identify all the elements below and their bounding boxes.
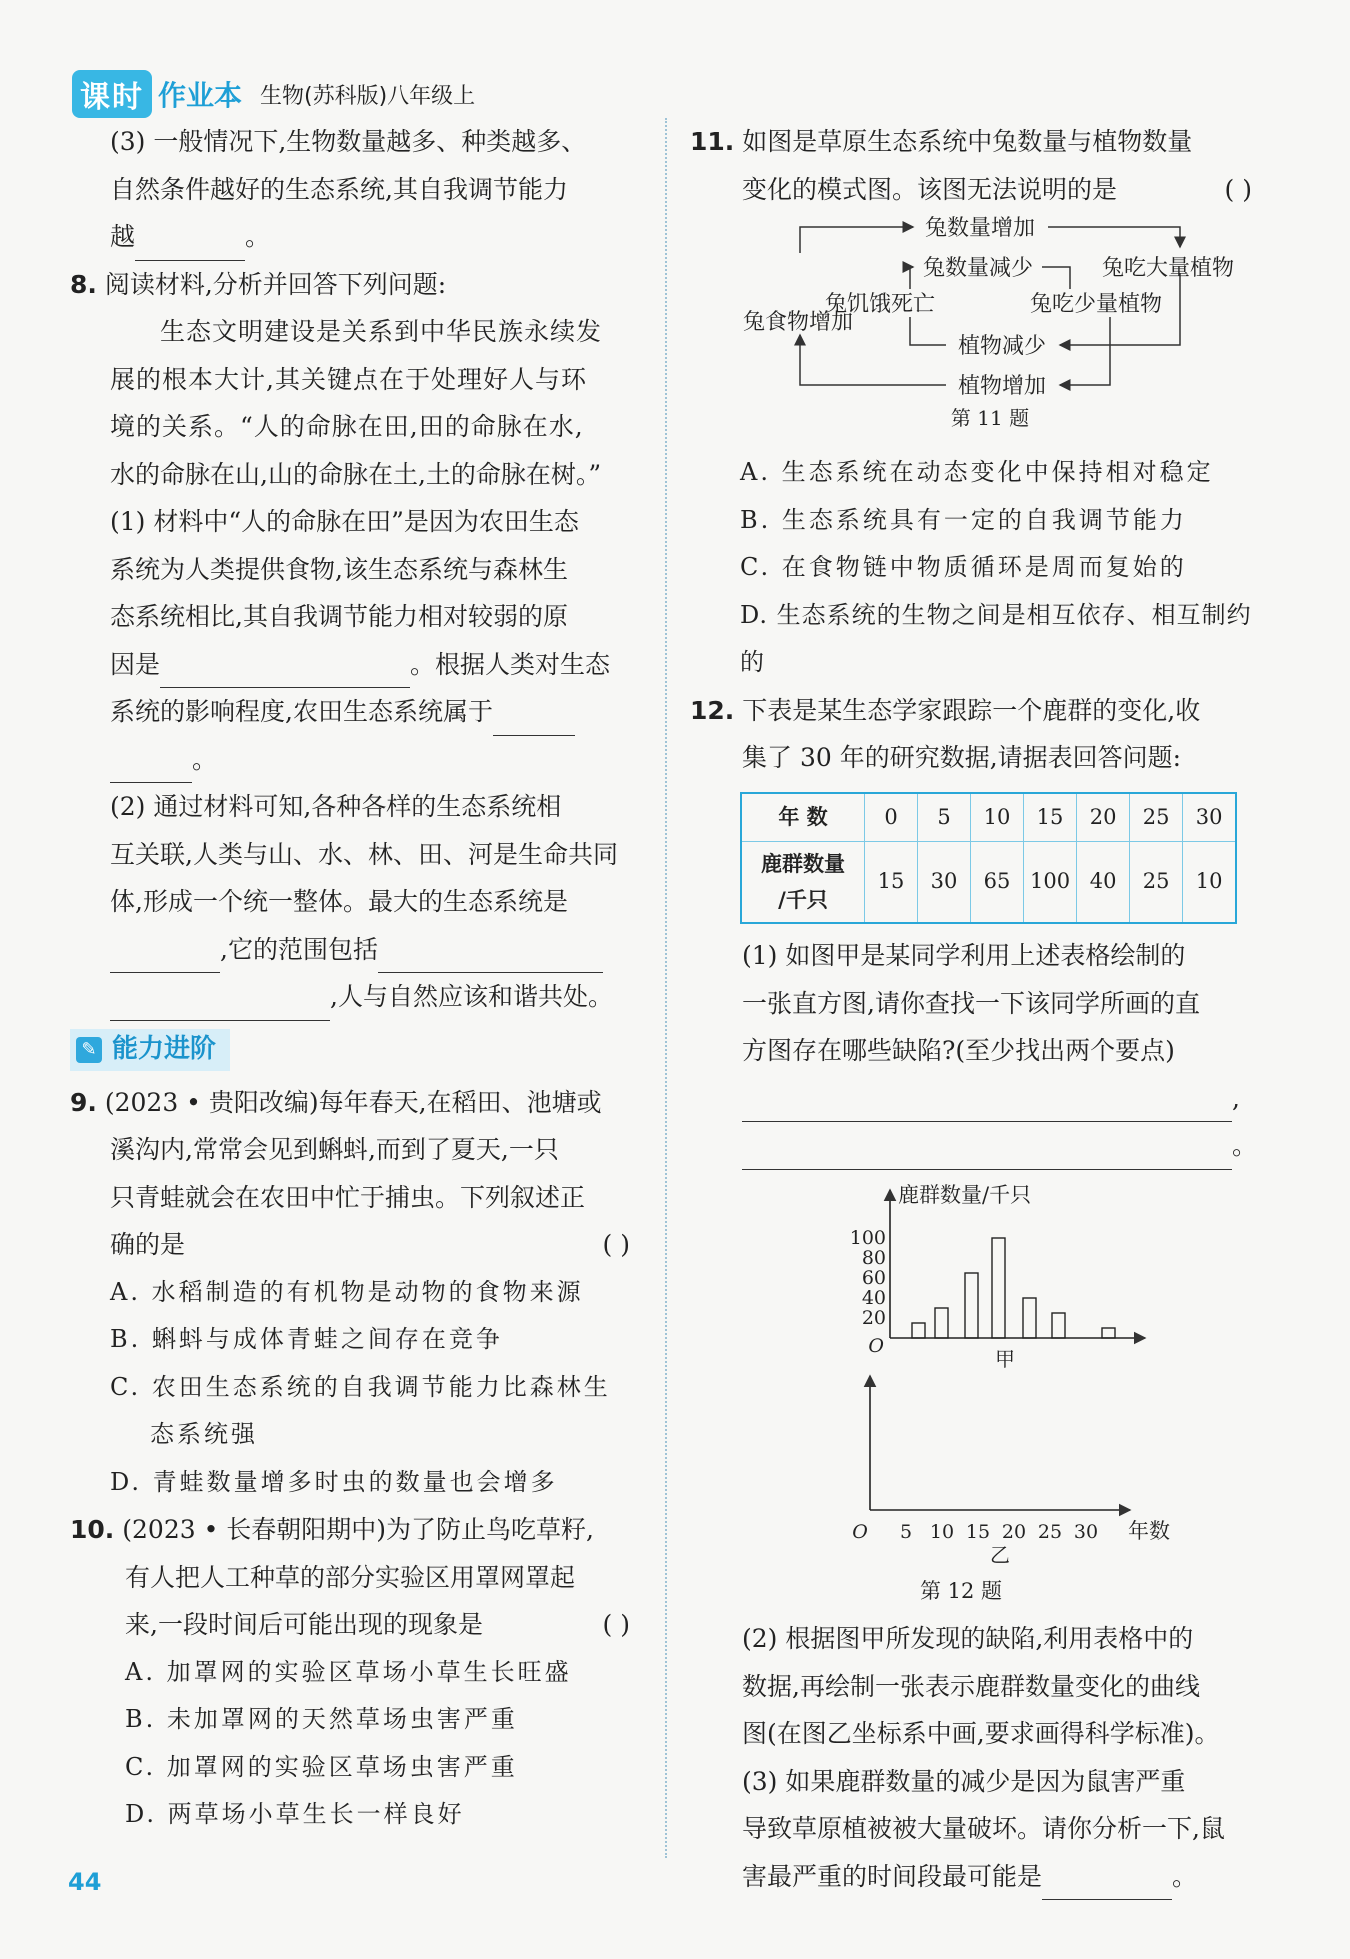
table-cell: 25 — [1130, 842, 1183, 924]
x-axis-label: 年数 — [1128, 1518, 1170, 1543]
table-header-cell: 年 数 — [741, 793, 865, 842]
x-tick-label: 25 — [1037, 1520, 1063, 1543]
diagram-node: 植物增加 — [957, 374, 1047, 399]
q12-2-line: 图(在图乙坐标系中画,要求画得科学标准)。 — [742, 1719, 1220, 1748]
y-tick-label: 80 — [861, 1246, 886, 1269]
q8-title: 8. 阅读材料,分析并回答下列问题: — [70, 269, 447, 299]
q11-option[interactable]: A. 生态系统在动态变化中保持相对稳定 — [740, 458, 1214, 486]
q12-2-line: 数据,再绘制一张表示鹿群数量变化的曲线 — [742, 1671, 1200, 1701]
answer-paren[interactable]: ( ) — [602, 1610, 630, 1639]
q10-option[interactable]: B. 未加罩网的天然草场虫害严重 — [125, 1705, 518, 1733]
q11-line: 11. 如图是草原生态系统中兔数量与植物数量 — [690, 127, 1193, 156]
bar — [1052, 1313, 1065, 1338]
x-tick-label: O — [852, 1520, 868, 1543]
q8-material: 境的关系。“人的命脉在田,田的命脉在水, — [110, 412, 584, 441]
chart-title: 甲 — [995, 1346, 1015, 1370]
section-title: 能力进阶 — [112, 1033, 217, 1064]
bar — [992, 1238, 1005, 1338]
q12-1-line: 一张直方图,请你查找一下该同学所画的直 — [742, 988, 1200, 1018]
q10-option[interactable]: D. 两草场小草生长一样良好 — [125, 1800, 465, 1828]
q9-option[interactable]: A. 水稻制造的有机物是动物的食物来源 — [110, 1277, 584, 1306]
table-cell: 15 — [1024, 793, 1077, 842]
q9-line: 只青蛙就会在农田中忙于捕虫。下列叙述正 — [110, 1182, 586, 1212]
chart-title: 乙 — [990, 1542, 1010, 1567]
diagram-node: 兔饥饿死亡 — [824, 292, 936, 317]
diagram-node: 兔数量增加 — [924, 216, 1036, 241]
diagram-node: 兔数量减少 — [922, 256, 1034, 281]
q11-option[interactable]: D. 生态系统的生物之间是相互依存、相互制约的 — [740, 600, 1252, 676]
q8-2-line: (2) 通过材料可知,各种各样的生态系统相 — [110, 792, 562, 821]
q8-2-line: ,人与自然应该和谐共处。 — [70, 973, 640, 1021]
y-tick-label: 40 — [861, 1286, 886, 1309]
q9-line: 9. (2023 • 贵阳改编)每年春天,在稻田、池塘或 — [70, 1087, 602, 1117]
left-column — [70, 118, 640, 1839]
q8-1-line: 。 — [70, 736, 640, 784]
answer-blank[interactable] — [378, 942, 603, 973]
table-cell: 65 — [971, 842, 1024, 924]
table-cell: 30 — [918, 842, 971, 924]
table-cell: 40 — [1077, 842, 1130, 924]
answer-blank[interactable] — [493, 705, 575, 736]
brand-logo: 课时 — [72, 70, 152, 118]
answer-blank[interactable] — [1042, 1869, 1172, 1900]
q12-1-line: , — [690, 1075, 1262, 1123]
q12-line: 12. 下表是某生态学家跟踪一个鹿群的变化,收 — [690, 695, 1201, 725]
bar — [965, 1273, 978, 1338]
q10-option[interactable]: C. 加罩网的实验区草场虫害严重 — [125, 1752, 518, 1781]
table-cell: 15 — [865, 842, 918, 924]
q7-3-line: (3) 一般情况下,生物数量越多、种类越多、 — [110, 127, 587, 156]
answer-blank[interactable] — [742, 1091, 1232, 1122]
q11-line: 变化的模式图。该图无法说明的是 ( ) — [690, 166, 1262, 214]
q7-3-line: 自然条件越好的生态系统,其自我调节能力 — [110, 174, 568, 204]
q12-1-line: 。 — [690, 1122, 1262, 1170]
table-cell: 30 — [1183, 793, 1237, 842]
q8-1-line: (1) 材料中“人的命脉在田”是因为农田生态 — [110, 507, 579, 536]
table-cell: 5 — [918, 793, 971, 842]
y-axis-label: 鹿群数量/千只 — [898, 1182, 1032, 1207]
q8-1-line: 系统的影响程度,农田生态系统属于 — [70, 688, 640, 736]
q8-2-line: ,它的范围包括 — [70, 926, 640, 974]
subject-title: 生物(苏科版)八年级上 — [260, 83, 476, 109]
answer-blank[interactable] — [160, 657, 410, 688]
q8-2-line: 体,形成一个统一整体。最大的生态系统是 — [110, 887, 568, 916]
deer-data-table — [740, 792, 1237, 925]
answer-blank[interactable] — [110, 752, 192, 783]
q7-3-line: 越 。 — [70, 213, 640, 261]
table-cell: 10 — [1183, 842, 1237, 924]
q8-material: 生态文明建设是关系到中华民族永续发 — [160, 317, 603, 346]
q10-option[interactable]: A. 加罩网的实验区草场小草生长旺盛 — [125, 1657, 572, 1686]
table-cell: 10 — [971, 793, 1024, 842]
q8-material: 展的根本大计,其关键点在于处理好人与环 — [110, 364, 587, 394]
answer-blank[interactable] — [110, 990, 330, 1021]
table-header-cell: 鹿群数量 /千只 — [741, 842, 865, 924]
bar — [912, 1323, 925, 1338]
q9-option: 态系统强 — [150, 1420, 258, 1448]
bar — [1102, 1328, 1115, 1338]
q9-option[interactable]: D. 青蛙数量增多时虫的数量也会增多 — [110, 1467, 558, 1496]
right-column — [690, 118, 1262, 1900]
q10-line: 10. (2023 • 长春朝阳期中)为了防止鸟吃草籽, — [70, 1515, 594, 1544]
page-header — [72, 70, 475, 118]
x-tick-label: 30 — [1073, 1520, 1099, 1543]
q8-1-line: 因是 。根据人类对生态 — [70, 641, 640, 689]
answer-paren[interactable]: ( ) — [1224, 174, 1252, 204]
q12-1-line: 方图存在哪些缺陷?(至少找出两个要点) — [742, 1036, 1175, 1065]
q9-line: 溪沟内,常常会见到蝌蚪,而到了夏天,一只 — [110, 1135, 559, 1164]
figure-caption: 第 12 题 — [919, 1578, 1003, 1603]
answer-blank[interactable] — [135, 230, 245, 261]
q10-line: 有人把人工种草的部分实验区用罩网罩起 — [125, 1562, 576, 1592]
x-tick-label: 10 — [929, 1520, 955, 1543]
page-number: 44 — [68, 1868, 102, 1896]
q12-3-line: (3) 如果鹿群数量的减少是因为鼠害严重 — [742, 1766, 1186, 1796]
table-cell: 0 — [865, 793, 918, 842]
q12-2-line: (2) 根据图甲所发现的缺陷,利用表格中的 — [742, 1624, 1194, 1653]
y-tick-label: O — [868, 1334, 884, 1357]
q9-line: 确的是 ( ) — [70, 1221, 640, 1269]
table-cell: 25 — [1130, 793, 1183, 842]
table-row — [741, 793, 1236, 842]
q8-1-line: 系统为人类提供食物,该生态系统与森林生 — [110, 554, 568, 584]
x-tick-label: 15 — [965, 1520, 991, 1543]
diagram-node: 兔吃大量植物 — [1101, 256, 1235, 281]
chart-yi — [690, 1370, 1250, 1578]
q8-material: 水的命脉在山,山的命脉在土,土的命脉在树。” — [110, 459, 602, 489]
q12-3-line: 导致草原植被被大量破坏。请你分析一下,鼠 — [742, 1814, 1225, 1843]
diagram-node: 兔吃少量植物 — [1029, 292, 1163, 317]
table-row — [741, 842, 1236, 924]
answer-paren[interactable]: ( ) — [602, 1230, 630, 1259]
y-tick-label: 20 — [861, 1306, 886, 1329]
y-tick-label: 60 — [861, 1266, 886, 1289]
q11-diagram — [730, 213, 1290, 449]
pencil-icon: ✎ — [76, 1037, 102, 1063]
figure-caption: 第 11 题 — [950, 406, 1030, 430]
x-tick-label: 5 — [899, 1520, 913, 1543]
bar — [935, 1308, 948, 1338]
q11-option[interactable]: B. 生态系统具有一定的自我调节能力 — [740, 505, 1187, 534]
table-cell: 100 — [1024, 842, 1077, 924]
section-tag — [70, 1029, 230, 1071]
diagram-node: 兔食物增加 — [742, 310, 854, 335]
q12-1-line: (1) 如图甲是某同学利用上述表格绘制的 — [742, 941, 1186, 970]
chart-jia — [690, 1170, 1250, 1370]
y-tick-label: 100 — [849, 1226, 886, 1249]
q11-option[interactable]: C. 在食物链中物质循环是周而复始的 — [740, 553, 1187, 581]
q8-1-line: 态系统相比,其自我调节能力相对较弱的原 — [110, 602, 568, 631]
diagram-node: 植物减少 — [957, 334, 1047, 359]
q9-option[interactable]: C. 农田生态系统的自我调节能力比森林生 — [110, 1372, 611, 1401]
table-cell: 20 — [1077, 793, 1130, 842]
bar — [1023, 1298, 1036, 1338]
x-tick-label: 20 — [1001, 1520, 1027, 1543]
q10-line: 来,一段时间后可能出现的现象是 ( ) — [70, 1601, 640, 1649]
brand-title: 作业本 — [158, 79, 243, 112]
q8-2-line: 互关联,人类与山、水、林、田、河是生命共同 — [110, 839, 618, 869]
q12-3-line: 害最严重的时间段最可能是 。 — [690, 1853, 1262, 1901]
answer-blank[interactable] — [742, 1139, 1232, 1170]
q9-option[interactable]: B. 蝌蚪与成体青蛙之间存在竞争 — [110, 1325, 503, 1353]
answer-blank[interactable] — [110, 942, 220, 973]
q12-line: 集了 30 年的研究数据,请据表回答问题: — [742, 743, 1182, 772]
